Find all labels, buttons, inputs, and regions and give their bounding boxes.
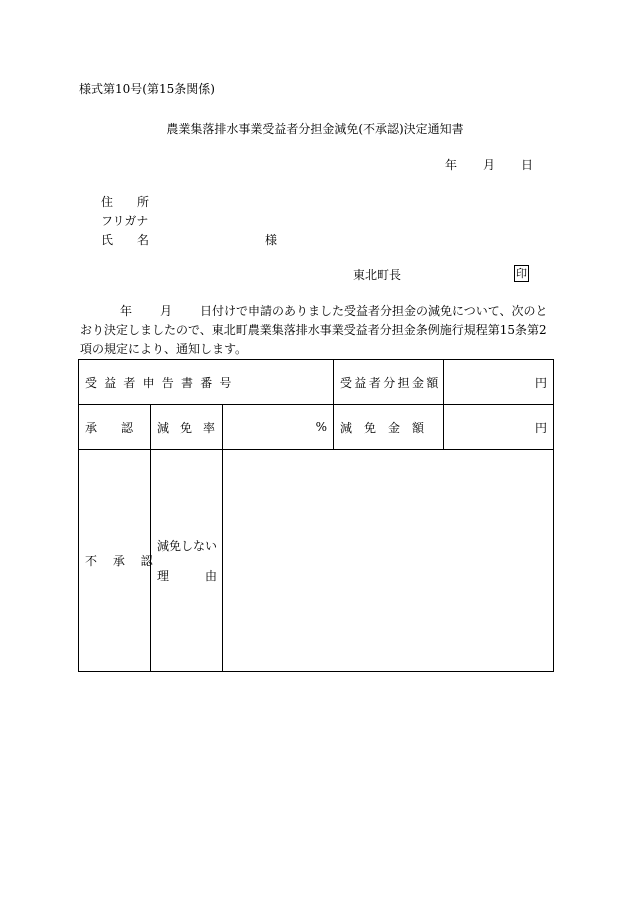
form-number: 様式第10号(第15条関係) (79, 82, 215, 96)
reason-char-2: 由 (204, 568, 217, 583)
issuer-name: 東北町長 (353, 268, 402, 282)
date-month: 月 (483, 158, 496, 172)
address-label: 住 所 (101, 195, 150, 209)
application-number-label: 受益者申告書番号 (79, 360, 334, 405)
reason-line2 (157, 561, 217, 591)
furigana-label: フリガナ (101, 214, 149, 228)
contribution-amount-label: 受益者分担金額 (334, 360, 444, 405)
honorific: 様 (265, 233, 278, 247)
body-text: 日付けで申請のありました受益者分担金の減免について、次のとおり決定しましたので、東北町農業集落排水事業受益者分担金条例施行規程第15条第2項の規定により、通知します。 (80, 304, 548, 356)
reason-char-1: 理 (157, 568, 170, 583)
reason-content (223, 450, 554, 672)
contribution-amount-value: 円 (444, 360, 554, 405)
body-month: 月 (160, 304, 173, 318)
date-year: 年 (445, 158, 458, 172)
reduction-amount-label: 減 免 金 額 (334, 405, 444, 450)
body-year: 年 (120, 304, 133, 318)
reason-label (151, 450, 223, 672)
date-line (445, 156, 533, 173)
reduction-rate-label: 減 免 率 (151, 405, 223, 450)
reduction-amount-value: 円 (444, 405, 554, 450)
reason-line1: 減免しない (157, 538, 218, 553)
reduction-rate-value: % (223, 405, 334, 450)
body-paragraph (80, 302, 552, 359)
disapproval-label: 不 承 認 (79, 450, 151, 672)
date-day: 日 (521, 158, 534, 172)
document-title: 農業集落排水事業受益者分担金減免(不承認)決定通知書 (166, 122, 464, 136)
decision-table (78, 359, 554, 672)
approval-label: 承 認 (79, 405, 151, 450)
seal-box: 印 (516, 267, 527, 280)
name-label: 氏 名 (101, 233, 150, 247)
